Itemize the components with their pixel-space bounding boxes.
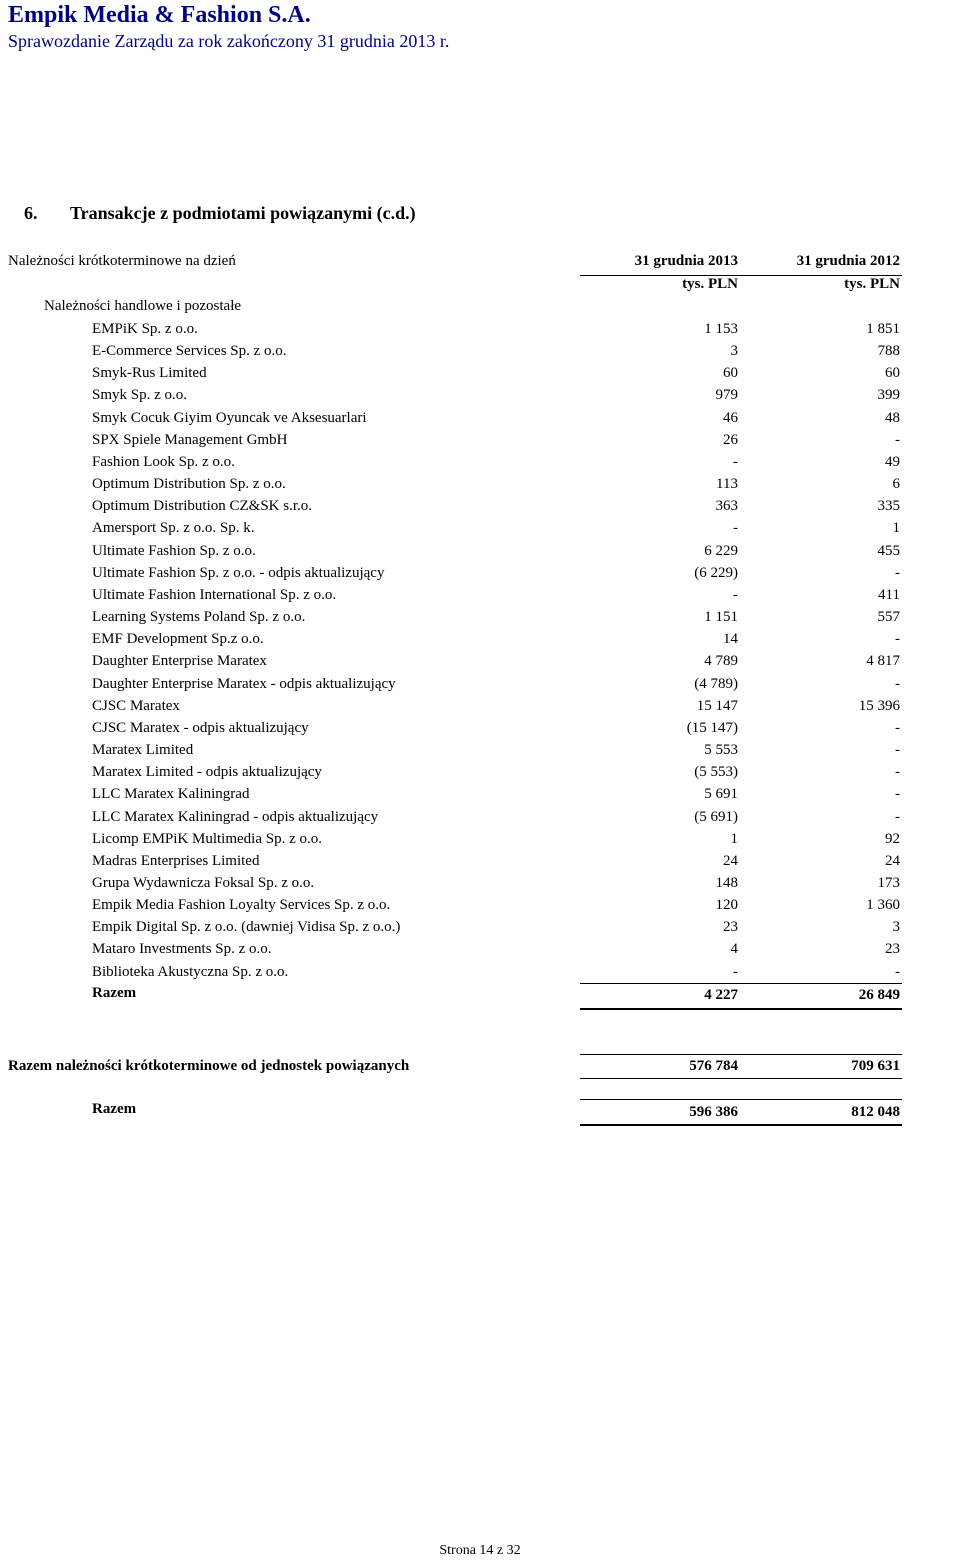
row-value-2012: 4 817 (866, 653, 900, 669)
row-label: Optimum Distribution CZ&SK s.r.o. (92, 498, 313, 514)
subtotal-2013: 4 227 (704, 987, 738, 1003)
section-heading (24, 203, 416, 224)
row-value-2013: 113 (716, 476, 738, 492)
row-value-2013: - (733, 964, 738, 980)
row-value-2013: 15 147 (696, 698, 738, 714)
row-value-2012: 92 (885, 831, 900, 847)
row-label: Maratex Limited (92, 742, 194, 758)
row-value-2013: (5 691) (694, 809, 738, 825)
row-label: Mataro Investments Sp. z o.o. (92, 941, 272, 957)
row-label: Empik Media Fashion Loyalty Services Sp. z o.o. (92, 897, 391, 913)
total-related-label: Razem należności krótkoterminowe od jednostek powiązanych (8, 1058, 410, 1074)
row-label: Licomp EMPiK Multimedia Sp. z o.o. (92, 831, 322, 847)
row-value-2012: 173 (877, 875, 900, 891)
report-subtitle: Sprawozdanie Zarządu za rok zakończony 31 grudnia 2013 r. (8, 31, 450, 51)
row-label: Smyk-Rus Limited (92, 365, 207, 381)
row-label: E-Commerce Services Sp. z o.o. (92, 343, 287, 359)
unit-2013: tys. PLN (682, 276, 738, 292)
row-label: Ultimate Fashion International Sp. z o.o. (92, 587, 337, 603)
row-label: SPX Spiele Management GmbH (92, 432, 288, 448)
row-value-2013: 5 553 (704, 742, 738, 758)
row-label: Smyk Cocuk Giyim Oyuncak ve Aksesuarlari (92, 410, 367, 426)
row-label: Fashion Look Sp. z o.o. (92, 454, 235, 470)
row-value-2013: 5 691 (704, 786, 738, 802)
row-value-2013: 3 (730, 343, 738, 359)
row-label: EMPiK Sp. z o.o. (92, 321, 198, 337)
column-header-2013: 31 grudnia 2013 (634, 253, 738, 269)
total-related-top-rule (580, 1054, 902, 1055)
row-value-2012: - (895, 809, 900, 825)
row-label: Biblioteka Akustyczna Sp. z o.o. (92, 964, 289, 980)
row-label: LLC Maratex Kaliningrad - odpis aktualizujący (92, 809, 379, 825)
row-value-2013: - (733, 587, 738, 603)
page-number: Strona 14 z 32 (439, 1543, 521, 1558)
grand-total-2012: 812 048 (851, 1104, 900, 1120)
row-label: LLC Maratex Kaliningrad (92, 786, 250, 802)
row-label: Madras Enterprises Limited (92, 853, 260, 869)
row-value-2012: 1 (892, 520, 900, 536)
row-value-2012: 788 (877, 343, 900, 359)
row-value-2013: 6 229 (704, 543, 738, 559)
row-label: Ultimate Fashion Sp. z o.o. (92, 543, 256, 559)
row-value-2012: - (895, 786, 900, 802)
subtotal-double-rule (580, 1008, 902, 1010)
row-value-2013: 23 (723, 919, 738, 935)
row-value-2013: 46 (723, 410, 738, 426)
row-value-2012: 23 (885, 941, 900, 957)
row-label: Daughter Enterprise Maratex (92, 653, 267, 669)
row-label: Optimum Distribution Sp. z o.o. (92, 476, 286, 492)
row-value-2013: 1 151 (704, 609, 738, 625)
group-label: Należności handlowe i pozostałe (44, 298, 242, 314)
row-label: Daughter Enterprise Maratex - odpis aktualizujący (92, 676, 396, 692)
subtotal-2012: 26 849 (858, 987, 900, 1003)
row-label: Smyk Sp. z o.o. (92, 387, 188, 403)
grand-total-top-rule (580, 1099, 902, 1100)
row-value-2013: 979 (715, 387, 738, 403)
row-value-2012: - (895, 720, 900, 736)
row-value-2012: 60 (885, 365, 900, 381)
row-value-2012: - (895, 742, 900, 758)
row-value-2012: 411 (878, 587, 900, 603)
row-value-2013: 14 (723, 631, 738, 647)
row-value-2013: (6 229) (694, 565, 738, 581)
row-label: Grupa Wydawnicza Foksal Sp. z o.o. (92, 875, 315, 891)
row-value-2012: 1 360 (866, 897, 900, 913)
row-value-2012: 24 (885, 853, 900, 869)
row-value-2012: 3 (892, 919, 900, 935)
grand-total-double-rule (580, 1124, 902, 1126)
row-value-2012: - (895, 565, 900, 581)
section-number: 6. (24, 203, 38, 223)
row-value-2012: - (895, 631, 900, 647)
row-label: Amersport Sp. z o.o. Sp. k. (92, 520, 255, 536)
row-value-2013: 60 (723, 365, 738, 381)
row-value-2013: - (733, 520, 738, 536)
row-value-2013: (15 147) (686, 720, 738, 736)
row-value-2012: 557 (877, 609, 900, 625)
row-value-2012: 49 (885, 454, 900, 470)
row-label: CJSC Maratex (92, 698, 180, 714)
row-label: Ultimate Fashion Sp. z o.o. - odpis aktualizujący (92, 565, 385, 581)
row-label: Learning Systems Poland Sp. z o.o. (92, 609, 306, 625)
row-value-2013: - (733, 454, 738, 470)
row-value-2012: - (895, 964, 900, 980)
row-value-2013: 4 789 (704, 653, 738, 669)
row-value-2013: 26 (723, 432, 738, 448)
subtotal-label: Razem (92, 985, 137, 1001)
row-value-2013: 148 (715, 875, 738, 891)
row-value-2012: - (895, 676, 900, 692)
row-label: Maratex Limited - odpis aktualizujący (92, 764, 322, 780)
row-value-2012: - (895, 432, 900, 448)
row-value-2012: 6 (892, 476, 900, 492)
row-value-2012: 335 (877, 498, 900, 514)
header-underline (580, 275, 902, 276)
row-label: CJSC Maratex - odpis aktualizujący (92, 720, 309, 736)
total-related-bottom-rule (580, 1078, 902, 1079)
row-value-2013: 1 153 (704, 321, 738, 337)
row-value-2012: 1 851 (866, 321, 900, 337)
total-related-2013: 576 784 (689, 1058, 738, 1074)
row-value-2013: 363 (715, 498, 738, 514)
row-value-2012: - (895, 764, 900, 780)
row-value-2012: 455 (877, 543, 900, 559)
column-header-2012: 31 grudnia 2012 (796, 253, 900, 269)
section-title: Transakcje z podmiotami powiązanymi (c.d.) (70, 203, 416, 223)
row-value-2012: 48 (885, 410, 900, 426)
total-related-2012: 709 631 (851, 1058, 900, 1074)
unit-2012: tys. PLN (844, 276, 900, 292)
row-value-2013: 4 (730, 941, 738, 957)
grand-total-2013: 596 386 (689, 1104, 738, 1120)
row-value-2013: 24 (723, 853, 738, 869)
subtotal-rule (580, 983, 902, 984)
row-label: Empik Digital Sp. z o.o. (dawniej Vidisa Sp. z o.o.) (92, 919, 401, 935)
row-label: EMF Development Sp.z o.o. (92, 631, 264, 647)
row-value-2013: (5 553) (694, 764, 738, 780)
table-title: Należności krótkoterminowe na dzień (8, 253, 236, 269)
row-value-2013: 120 (715, 897, 738, 913)
grand-total-label: Razem (92, 1101, 137, 1117)
row-value-2013: (4 789) (694, 676, 738, 692)
row-value-2013: 1 (730, 831, 738, 847)
row-value-2012: 15 396 (858, 698, 900, 714)
company-name: Empik Media & Fashion S.A. (8, 2, 311, 28)
row-value-2012: 399 (877, 387, 900, 403)
